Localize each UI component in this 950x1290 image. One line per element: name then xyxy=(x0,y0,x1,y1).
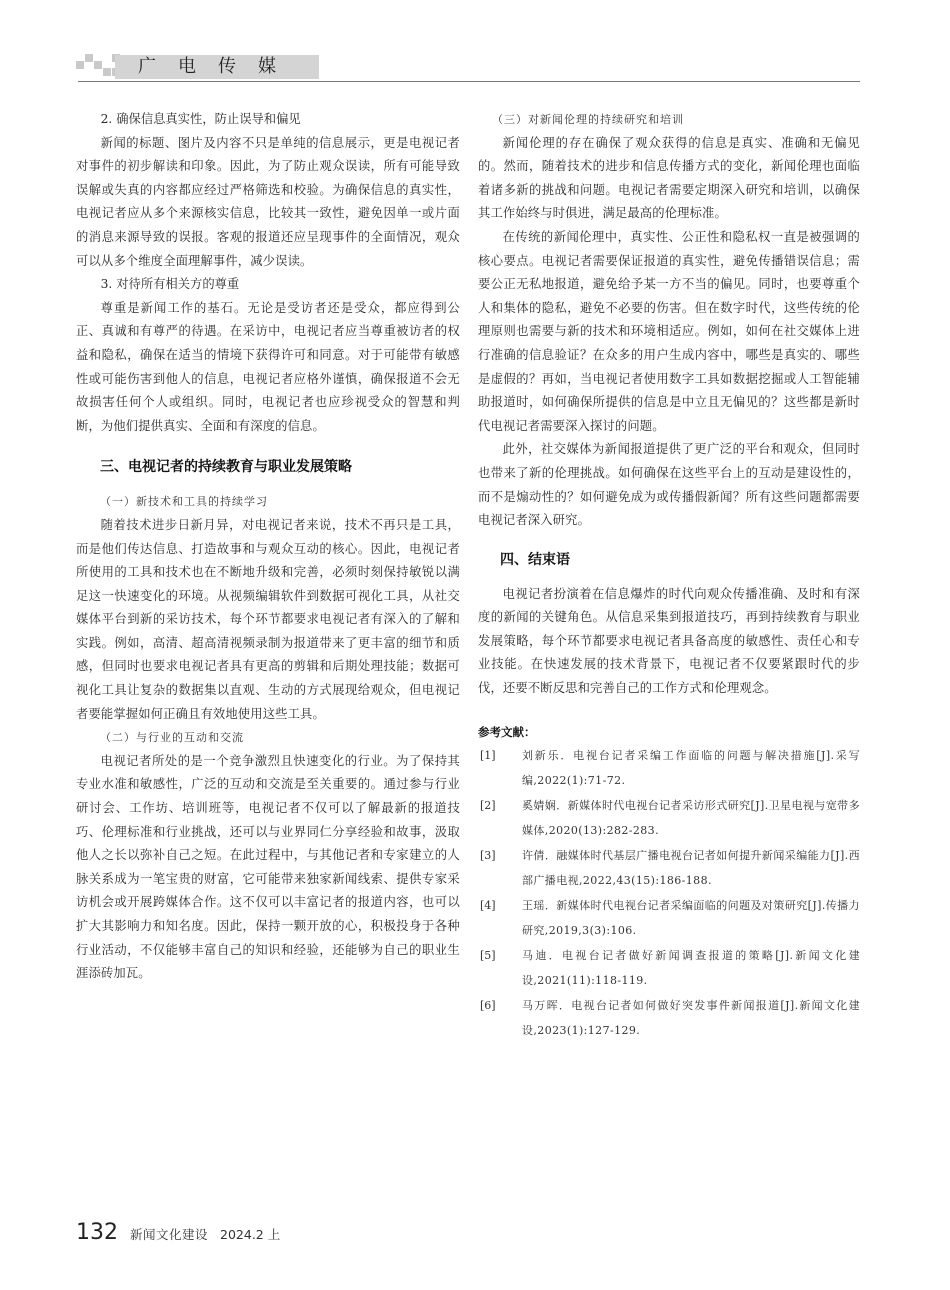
paragraph: 在传统的新闻伦理中，真实性、公正性和隐私权一直是被强调的核心要点。电视记者需要保证报道的真实性，避免传播错误信息；需要公正无私地报道，避免给予某一方不当的偏见。同时，也要尊重个人和集体的隐私，避免不必要的伤害。但在数字时代，这些传统的伦理原则也需要与新的技术和环境相适应。例如，如何在社交媒体上进行准确的信息验证？在众多的用户生成内容中，哪些是真实的、哪些是虚假的？再如，当电视记者使用数字工具如数据挖掘或人工智能辅助报道时，如何确保所提供的信息是中立且无偏见的？这些都是新时代电视记者需要深入探讨的问题。 xyxy=(478,229,860,433)
reference-item: [3] 许倩．融媒体时代基层广播电视台记者如何提升新闻采编能力[J].西部广播电视,2022,43(15):186-188. xyxy=(480,848,860,887)
subsection-heading: （一）新技术和工具的持续学习 xyxy=(100,495,268,509)
paragraph: 尊重是新闻工作的基石。无论是受访者还是受众，都应得到公正、真诚和有尊严的待遇。在采访中，电视记者应当尊重被访者的权益和隐私，确保在适当的情境下获得许可和同意。对于可能带有敏感性或可能伤害到他人的信息，电视记者应格外谨慎，确保报道不会无故损害任何个人或组织。同时，电视记者也应珍视受众的智慧和判断，为他们提供真实、全面和有深度的信息。 xyxy=(76,300,460,433)
paragraph: 电视记者所处的是一个竞争激烈且快速变化的行业。为了保持其专业水准和敏感性，广泛的互动和交流是至关重要的。通过参与行业研讨会、工作坊、培训班等，电视记者不仅可以了解最新的报道技巧、伦理标准和行业挑战，还可以与业界同仁分享经验和故事，汲取他人之长以弥补自己之短。在此过程中，与其他记者和专家建立的人脉关系成为一笔宝贵的财富，它可能带来独家新闻线索、提供专家采访机会或开展跨媒体合作。这不仅可以丰富记者的报道内容，也可以扩大其影响力和知名度。因此，保持一颗开放的心，积极投身于各种行业活动，不仅能够丰富自己的知识和经验，还能够为自己的职业生涯添砖加瓦。 xyxy=(76,753,460,981)
section-heading: 四、结束语 xyxy=(500,551,570,568)
paragraph: 电视记者扮演着在信息爆炸的时代向观众传播准确、及时和有深度的新闻的关键角色。从信息采集到报道技巧，再到持续教育与职业发展策略，每个环节都要求电视记者具备高度的敏感性、责任心和专业技能。在快速发展的技术背景下，电视记者不仅要紧跟时代的步伐，还要不断反思和完善自己的工作方式和伦理观念。 xyxy=(478,586,860,696)
references-title: 参考文献： xyxy=(478,724,536,739)
reference-item: [6] 马万晖．电视台记者如何做好突发事件新闻报道[J].新闻文化建设,2023(1):127-129. xyxy=(480,998,860,1037)
subheading: 3. 对待所有相关方的尊重 xyxy=(100,277,240,292)
journal-name: 新闻文化建设 xyxy=(130,1227,209,1242)
reference-item: [5] 马迪．电视台记者做好新闻调查报道的策略[J].新闻文化建设,2021(11):118-119. xyxy=(480,948,860,987)
paragraph: 此外，社交媒体为新闻报道提供了更广泛的平台和观众，但同时也带来了新的伦理挑战。如何确保在这些平台上的互动是建设性的，而不是煽动性的？如何避免成为或传播假新闻？所有这些问题都需要电视记者深入研究。 xyxy=(478,442,860,528)
header-rule xyxy=(78,81,860,82)
paragraph: 随着技术进步日新月异，对电视记者来说，技术不再只是工具，而是他们传达信息、打造故事和与观众互动的核心。因此，电视记者所使用的工具和技术也在不断地升级和完善，必须时刻保持敏锐以满足这一快速变化的环境。从视频编辑软件到数据可视化工具，从社交媒体平台到新的采访技术，每个环节都要求电视记者有深入的了解和实践。例如，高清、超高清视频录制为报道带来了更丰富的细节和质感，但同时也要求电视记者具有更高的剪辑和后期处理技能；数据可视化工具让复杂的数据集以直观、生动的方式展现给观众，但电视记者要能掌握如何正确且有效地使用这些工具。 xyxy=(76,517,460,721)
paragraph: 新闻的标题、图片及内容不只是单纯的信息展示，更是电视记者对事件的初步解读和印象。因此，为了防止观众误读，所有可能导致误解或失真的内容都应经过严格筛选和校验。为确保信息的真实性，电视记者应从多个来源核实信息，比较其一致性，避免因单一或片面的消息来源导致的误报。客观的报道还应呈现事件的全面情况，观众可以从多个维度全面理解事件，减少误读。 xyxy=(76,135,460,268)
page-number: 132 xyxy=(76,1220,118,1245)
section-heading: 三、电视记者的持续教育与职业发展策略 xyxy=(100,459,352,476)
right-column xyxy=(478,108,860,1043)
reference-item: [2] 奚婧娴．新媒体时代电视台记者采访形式研究[J].卫星电视与宽带多媒体,2020(13):282-283. xyxy=(480,798,860,837)
page-footer xyxy=(76,1220,280,1250)
reference-item: [4] 王瑶．新媒体时代电视台记者采编面临的问题及对策研究[J].传播力研究,2019,3(3):106. xyxy=(480,898,860,937)
reference-item: [1] 刘新乐．电视台记者采编工作面临的问题与解决措施[J].采写编,2022(1):71-72. xyxy=(480,748,860,787)
paragraph: 新闻伦理的存在确保了观众获得的信息是真实、准确和无偏见的。然而，随着技术的进步和信息传播方式的变化，新闻伦理也面临着诸多新的挑战和问题。电视记者需要定期深入研究和培训，以确保其工作始终与时俱进，满足最高的伦理标准。 xyxy=(478,135,860,221)
left-column xyxy=(76,108,460,986)
reference-list xyxy=(478,743,860,1043)
issue-label: 2024.2 上 xyxy=(220,1227,281,1242)
subheading: 2. 确保信息真实性，防止误导和偏见 xyxy=(100,112,301,126)
subsection-heading: （二）与行业的互动和交流 xyxy=(100,731,244,745)
section-title: 广电传媒 xyxy=(138,56,298,77)
subsection-heading: （三）对新闻伦理的持续研究和培训 xyxy=(492,113,684,126)
